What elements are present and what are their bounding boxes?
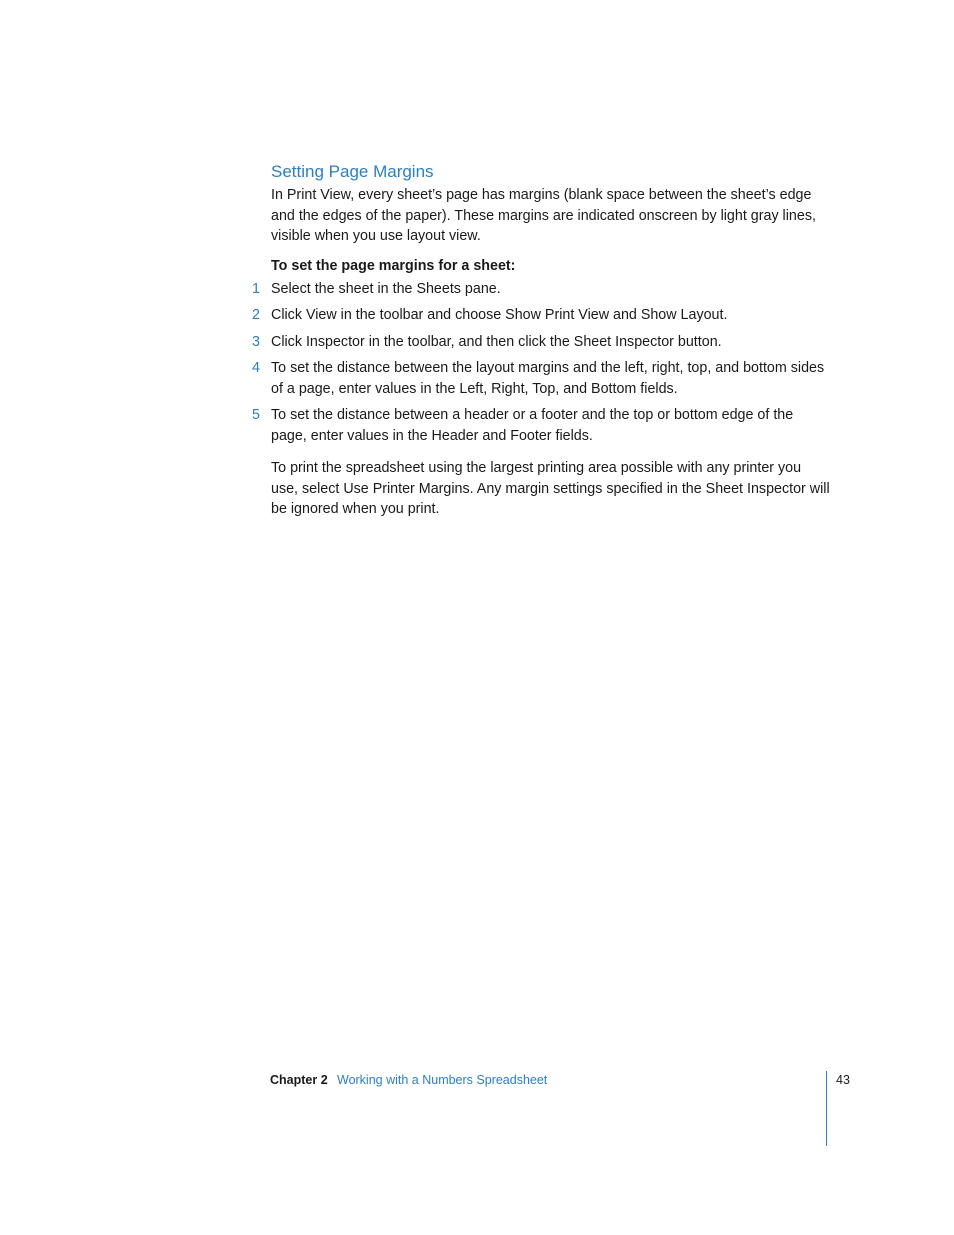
step-text: To set the distance between a header or a footer and the top or bottom edge of the page, enter values in the Header and Footer fields. (271, 407, 794, 444)
step-text: Click View in the toolbar and choose Show Print View and Show Layout. (271, 307, 728, 323)
step-number: 2 (252, 307, 260, 323)
footer-divider (826, 1071, 827, 1146)
section-heading: Setting Page Margins (271, 162, 434, 181)
note-paragraph: To print the spreadsheet using the largest printing area possible with any printer you use, select Use Printer Margins. Any margin settings specified in the Sheet Inspector will be ignored when you print. (271, 460, 830, 517)
page-number: 43 (836, 1073, 850, 1087)
procedure-heading: To set the page margins for a sheet: (271, 258, 516, 274)
step-number: 4 (252, 360, 260, 376)
footer-chapter-title: Working with a Numbers Spreadsheet (337, 1073, 548, 1087)
footer-chapter-label: Chapter 2 (270, 1073, 328, 1087)
step-number: 5 (252, 407, 260, 423)
step-text: To set the distance between the layout margins and the left, right, top, and bottom sides of a page, enter values in the Left, Right, Top, and Bottom fields. (271, 360, 825, 397)
step-number: 3 (252, 334, 260, 350)
step-number: 1 (252, 281, 260, 297)
step-text: Select the sheet in the Sheets pane. (271, 281, 501, 297)
intro-paragraph: In Print View, every sheet’s page has margins (blank space between the sheet’s edge and the edges of the paper). These margins are indicated onscreen by light gray lines, visible when you use layout view. (271, 187, 816, 244)
step-text: Click Inspector in the toolbar, and then click the Sheet Inspector button. (271, 334, 722, 350)
